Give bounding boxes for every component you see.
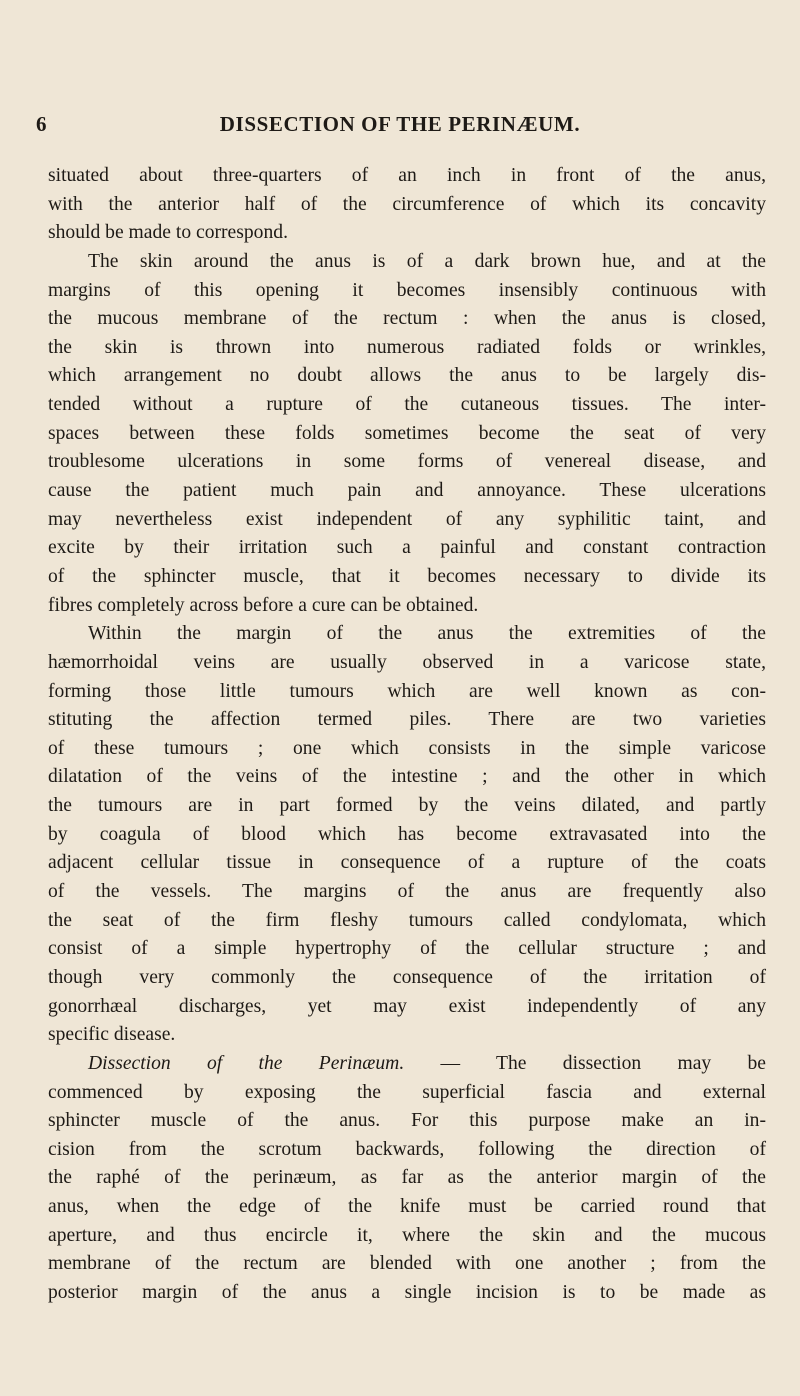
- text-line: fibres completely across before a cure can be obtained.: [48, 594, 479, 616]
- text-line: margins of this opening it becomes insensibly continuous with: [48, 279, 766, 301]
- text-line: adjacent cellular tissue in consequence of a rupture of the coats: [48, 852, 766, 874]
- text-line: Within the margin of the anus the extremities of the: [88, 623, 766, 645]
- text-line: anus, when the edge of the knife must be carried round that: [48, 1196, 766, 1218]
- running-head: [36, 112, 764, 142]
- text-line: the tumours are in part formed by the veins dilated, and partly: [48, 795, 766, 817]
- text-line: the mucous membrane of the rectum : when the anus is closed,: [48, 308, 766, 330]
- text-line: specific disease.: [48, 1024, 176, 1046]
- text-line: the raphé of the perinæum, as far as the anterior margin of the: [48, 1167, 766, 1189]
- text-line: sphincter muscle of the anus. For this purpose make an in-: [48, 1110, 766, 1132]
- text-line: with the anterior half of the circumference of which its concavity: [48, 193, 766, 215]
- text-line: The dissection may be: [496, 1052, 766, 1074]
- text-line: commenced by exposing the superficial fascia and external: [48, 1081, 766, 1103]
- page-number: 6: [36, 112, 48, 136]
- text-line: aperture, and thus encircle it, where the skin and the mucous: [48, 1224, 766, 1246]
- text-line: the skin is thrown into numerous radiated folds or wrinkles,: [48, 336, 766, 358]
- text-line: hæmorrhoidal veins are usually observed in a varicose state,: [48, 651, 766, 673]
- text-line: though very commonly the consequence of the irritation of: [48, 966, 766, 988]
- text-line: troublesome ulcerations in some forms of venereal disease, and: [48, 451, 766, 473]
- text-line: stituting the affection termed piles. There are two varieties: [48, 709, 766, 731]
- text-line: the seat of the firm fleshy tumours called condylomata, which: [48, 909, 766, 931]
- text-line: forming those little tumours which are well known as con-: [48, 680, 766, 702]
- text-line: gonorrhæal discharges, yet may exist independently of any: [48, 995, 766, 1017]
- text-line: situated about three-quarters of an inch in front of the anus,: [48, 165, 766, 186]
- text-line: posterior margin of the anus a single incision is to be made as: [48, 1281, 766, 1303]
- text-line: excite by their irritation such a painful and constant contraction: [48, 537, 766, 559]
- text-line: consist of a simple hypertrophy of the cellular structure ; and: [48, 938, 766, 960]
- text-line: The skin around the anus is of a dark brown hue, and at the: [88, 250, 766, 272]
- section-heading-line: [48, 1050, 766, 1079]
- section-heading: Dissection of the Perinæum.: [88, 1052, 405, 1074]
- text-line: of these tumours ; one which consists in the simple varicose: [48, 737, 766, 759]
- text-line: may nevertheless exist independent of any syphilitic taint, and: [48, 508, 766, 530]
- text-line: dilatation of the veins of the intestine ; and the other in which: [48, 766, 766, 788]
- text-line: cision from the scrotum backwards, following the direction of: [48, 1138, 766, 1160]
- text-line: membrane of the rectum are blended with one another ; from the: [48, 1253, 766, 1275]
- text-line: should be made to correspond.: [48, 222, 288, 244]
- text-line: tended without a rupture of the cutaneous tissues. The inter-: [48, 394, 766, 416]
- em-dash: —: [404, 1052, 497, 1074]
- text-line: by coagula of blood which has become extravasated into the: [48, 823, 766, 845]
- text-line: spaces between these folds sometimes become the seat of very: [48, 422, 766, 444]
- text-line: of the sphincter muscle, that it becomes necessary to divide its: [48, 565, 766, 587]
- text-line: which arrangement no doubt allows the anus to be largely dis-: [48, 365, 766, 387]
- body-text: [48, 162, 766, 1308]
- text-line: cause the patient much pain and annoyance. These ulcerations: [48, 480, 766, 502]
- text-line: of the vessels. The margins of the anus are frequently also: [48, 881, 766, 903]
- running-head-title: DISSECTION OF THE PERINÆUM.: [219, 112, 581, 136]
